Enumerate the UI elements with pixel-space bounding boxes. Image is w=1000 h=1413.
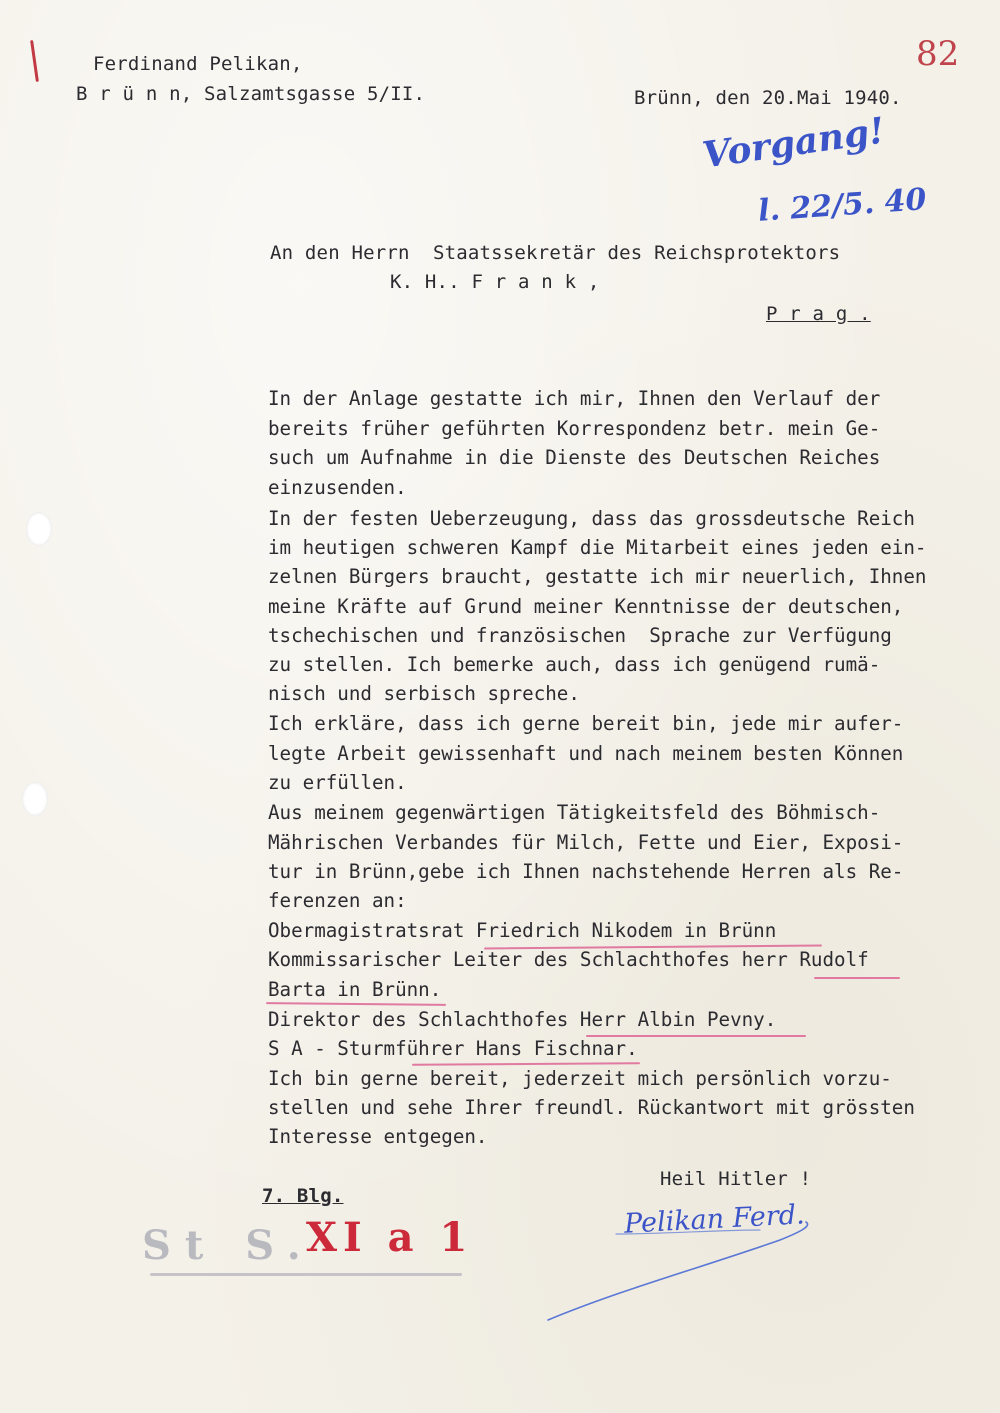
body-line: Kommissarischer Leiter des Schlachthofes herr Rudolf <box>268 948 869 971</box>
body-line: In der Anlage gestatte ich mir, Ihnen den Verlauf der <box>268 387 881 410</box>
received-note-line2: l. 22/5. 40 <box>756 182 928 229</box>
body-line: nisch und serbisch spreche. <box>268 682 580 705</box>
body-line: meine Kräfte auf Grund meiner Kenntnisse der deutschen, <box>268 595 904 618</box>
body-line: Mährischen Verbandes für Milch, Fette und Eier, Exposi- <box>268 831 904 854</box>
recipient-line1: An den Herrn Staatssekretär des Reichsprotektors <box>270 242 841 264</box>
body-line: legte Arbeit gewissenhaft und nach meinem besten Können <box>268 742 904 765</box>
body-line: ferenzen an: <box>268 889 407 912</box>
place-date: Brünn, den 20.Mai 1940. <box>634 87 902 109</box>
body-line: Direktor des Schlachthofes Herr Albin Pevny. <box>268 1008 777 1031</box>
enclosures-note: 7. Blg. <box>262 1185 344 1207</box>
body-line: Barta in Brünn. <box>268 978 442 1001</box>
body-line: tschechischen und französischen Sprache zur Verfügung <box>268 624 892 647</box>
body-line: stellen und sehe Ihrer freundl. Rückantwort mit grössten <box>268 1096 915 1119</box>
sender-name: Ferdinand Pelikan, <box>93 53 303 75</box>
body-line: im heutigen schweren Kampf die Mitarbeit eines jeden ein- <box>268 536 927 559</box>
body-line: In der festen Ueberzeugung, dass das grossdeutsche Reich <box>268 507 915 530</box>
body-line: tur in Brünn,gebe ich Ihnen nachstehende Herren als Re- <box>268 860 904 883</box>
body-line: S A - Sturmführer Hans Fischnar. <box>268 1037 638 1060</box>
received-note-line1: Vorgang! <box>699 109 888 177</box>
body-line: Aus meinem gegenwärtigen Tätigkeitsfeld des Böhmisch- <box>268 801 881 824</box>
body-line: bereits früher geführten Korrespondenz betr. mein Ge- <box>268 417 881 440</box>
body-line: Ich erkläre, dass ich gerne bereit bin, jede mir aufer- <box>268 712 904 735</box>
folio-number: 82 <box>916 34 960 74</box>
signature: Pelikan Ferd. <box>623 1199 806 1240</box>
body-line: zelnen Bürgers braucht, gestatte ich mir neuerlich, Ihnen <box>268 565 927 588</box>
recipient-city: P r a g . <box>766 303 871 325</box>
sender-address: B r ü n n, Salzamtsgasse 5/II. <box>76 83 426 105</box>
closing-salutation: Heil Hitler ! <box>660 1168 812 1190</box>
body-line: einzusenden. <box>268 476 407 499</box>
body-line: zu erfüllen. <box>268 771 407 794</box>
body-line: Interesse entgegen. <box>268 1125 488 1148</box>
file-stamp-reference: XI a 1 <box>306 1214 474 1261</box>
body-line: such um Aufnahme in die Dienste des Deutschen Reiches <box>268 446 881 469</box>
body-line: Obermagistratsrat Friedrich Nikodem in Brünn <box>268 919 777 942</box>
body-line: Ich bin gerne bereit, jederzeit mich persönlich vorzu- <box>268 1067 892 1090</box>
file-stamp-prefix: St S. <box>142 1222 315 1269</box>
recipient-name: K. H.. F r a n k , <box>390 271 600 293</box>
body-line: zu stellen. Ich bemerke auch, dass ich genügend rumä- <box>268 653 881 676</box>
